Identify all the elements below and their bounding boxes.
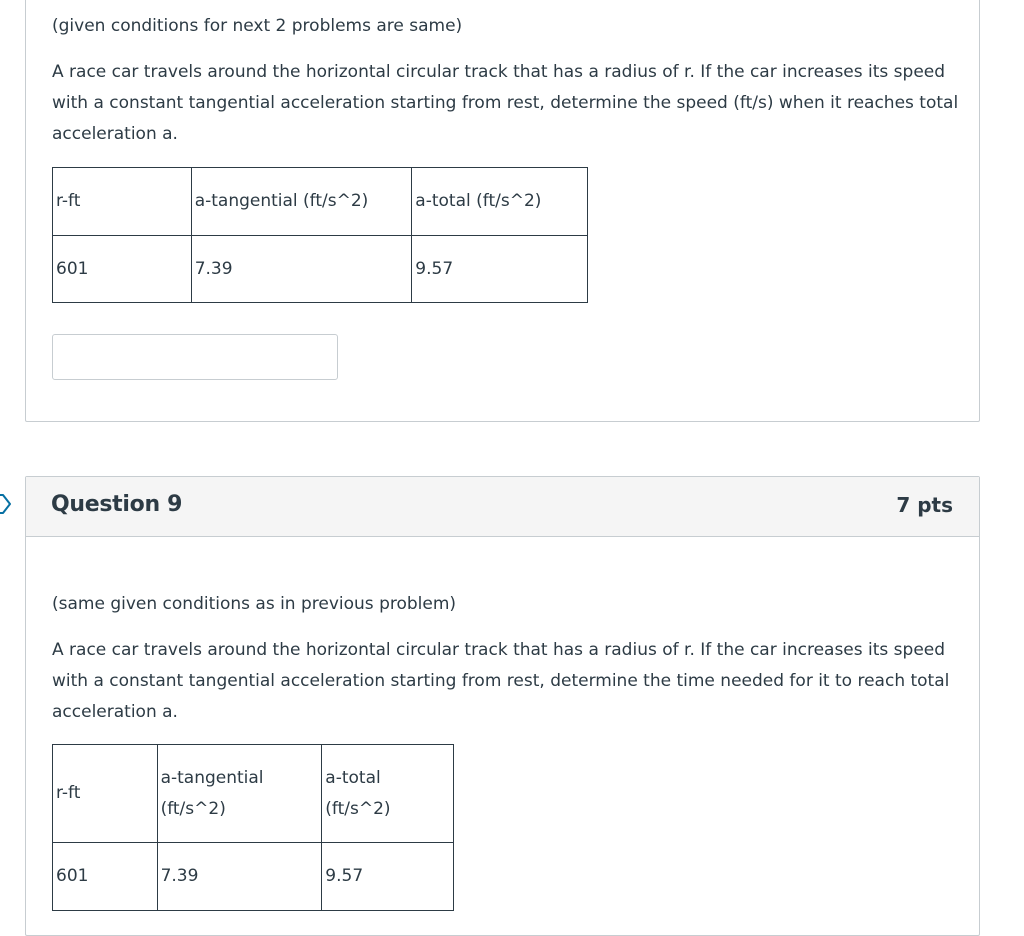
table-cell: 601 xyxy=(53,843,158,911)
answer-input[interactable] xyxy=(52,334,338,380)
table-cell: 7.39 xyxy=(191,236,412,303)
question-prompt: A race car travels around the horizontal circular track that has a radius of r. If the car increases its speed with a constant tangential acceleration starting from rest, determine the time needed for it to reach total acceleration a. xyxy=(52,640,950,722)
table-header-cell: a-total (ft/s^2) xyxy=(412,168,588,236)
table-header-cell: r-ft xyxy=(53,745,158,843)
table-header-cell xyxy=(157,745,322,843)
chevron-outline-icon xyxy=(0,492,14,516)
question-title: Question 9 xyxy=(51,492,183,517)
table-header-text: a-tangential (ft/s^2) xyxy=(160,767,264,819)
question-header xyxy=(26,477,979,537)
question-prompt: A race car travels around the horizontal circular track that has a radius of r. If the car increases its speed with a constant tangential acceleration starting from rest, determine the speed (ft/s) when it reaches total acceleration a. xyxy=(52,62,959,144)
table-cell: 7.39 xyxy=(157,843,322,911)
question-8-card xyxy=(25,0,980,422)
given-values-table xyxy=(52,744,454,911)
table-header-cell xyxy=(322,745,454,843)
table-header-cell: r-ft xyxy=(53,168,192,236)
question-points: 7 pts xyxy=(896,493,953,517)
table-cell: 9.57 xyxy=(322,843,454,911)
given-values-table xyxy=(52,167,588,303)
table-header-row xyxy=(53,745,454,843)
table-header-row xyxy=(53,168,588,236)
table-header-cell: a-tangential (ft/s^2) xyxy=(191,168,412,236)
table-cell: 9.57 xyxy=(412,236,588,303)
table-row xyxy=(53,236,588,303)
given-conditions-note: (same given conditions as in previous problem) xyxy=(52,594,457,614)
given-conditions-note: (given conditions for next 2 problems are same) xyxy=(52,16,463,36)
question-9-card xyxy=(25,476,980,936)
table-header-text: a-total (ft/s^2) xyxy=(325,767,391,819)
table-cell: 601 xyxy=(53,236,192,303)
table-row xyxy=(53,843,454,911)
